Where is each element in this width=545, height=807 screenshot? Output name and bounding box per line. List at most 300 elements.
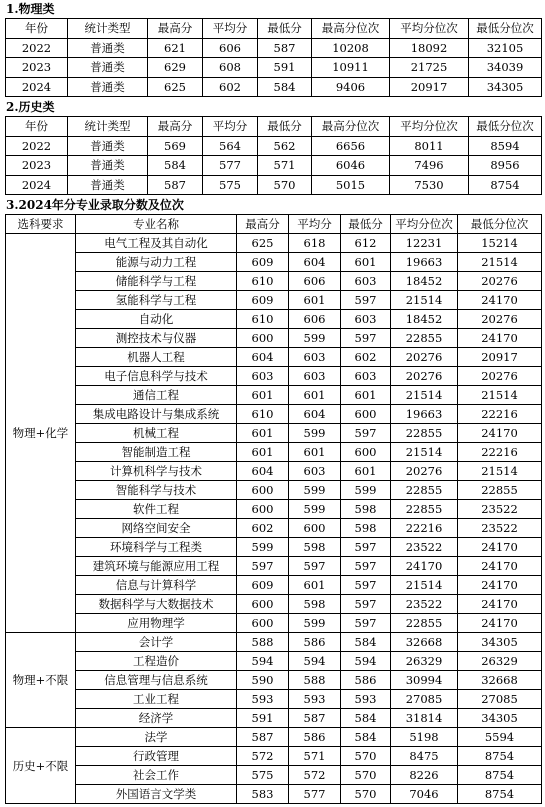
table-cell: 629 <box>148 58 203 78</box>
major-name-cell: 行政管理 <box>76 747 237 766</box>
table-cell: 599 <box>289 481 341 500</box>
table-cell: 2024 <box>6 77 68 97</box>
table-cell: 21514 <box>391 443 458 462</box>
table-cell: 21514 <box>391 291 458 310</box>
major-name-cell: 自动化 <box>76 310 237 329</box>
table-cell: 600 <box>341 405 391 424</box>
table-cell: 603 <box>289 348 341 367</box>
table-cell: 2023 <box>6 58 68 78</box>
column-header: 最低分位次 <box>458 215 542 234</box>
table-row <box>6 595 542 614</box>
column-header: 最低分 <box>258 19 312 39</box>
major-name-cell: 机器人工程 <box>76 348 237 367</box>
table-cell: 18452 <box>391 272 458 291</box>
column-header: 最高分 <box>237 215 289 234</box>
table-cell: 569 <box>148 136 203 156</box>
table-cell: 21725 <box>390 58 469 78</box>
table-cell: 562 <box>258 136 312 156</box>
table-cell: 普通类 <box>68 156 148 176</box>
table-cell: 599 <box>289 614 341 633</box>
table-cell: 601 <box>237 386 289 405</box>
table-cell: 610 <box>237 310 289 329</box>
table-cell: 600 <box>237 614 289 633</box>
table-cell: 609 <box>237 576 289 595</box>
table-cell: 22855 <box>391 424 458 443</box>
table-cell: 621 <box>148 38 203 58</box>
table-cell: 603 <box>289 462 341 481</box>
table-cell: 591 <box>258 58 312 78</box>
table-cell: 586 <box>289 633 341 652</box>
table-cell: 8475 <box>391 747 458 766</box>
table-cell: 597 <box>341 424 391 443</box>
major-name-cell: 会计学 <box>76 633 237 652</box>
physics-score-table <box>5 18 542 97</box>
table-cell: 21514 <box>458 462 542 481</box>
table-cell: 594 <box>237 652 289 671</box>
table-cell: 593 <box>341 690 391 709</box>
major-name-cell: 建筑环境与能源应用工程 <box>76 557 237 576</box>
table-cell: 8754 <box>458 747 542 766</box>
table-cell: 21514 <box>458 253 542 272</box>
table-cell: 34039 <box>469 58 542 78</box>
column-header: 年份 <box>6 19 68 39</box>
table-cell: 570 <box>341 785 391 804</box>
table-cell: 5594 <box>458 728 542 747</box>
table-cell: 618 <box>289 234 341 253</box>
physics-section-title: 1.物理类 <box>6 2 55 16</box>
table-cell: 5198 <box>391 728 458 747</box>
column-header: 平均分 <box>289 215 341 234</box>
table-cell: 577 <box>289 785 341 804</box>
table-cell: 588 <box>237 633 289 652</box>
table-cell: 2024 <box>6 175 68 195</box>
table-cell: 10208 <box>312 38 390 58</box>
column-header: 专业名称 <box>76 215 237 234</box>
table-cell: 584 <box>148 156 203 176</box>
table-cell: 603 <box>341 310 391 329</box>
table-cell: 606 <box>203 38 258 58</box>
subject-requirement-cell: 物理+化学 <box>6 234 76 633</box>
table-cell: 602 <box>237 519 289 538</box>
table-row <box>6 310 542 329</box>
subject-requirement-cell: 历史+不限 <box>6 728 76 804</box>
table-cell: 7496 <box>390 156 469 176</box>
table-cell: 575 <box>237 766 289 785</box>
table-cell: 570 <box>341 747 391 766</box>
table-cell: 22855 <box>458 481 542 500</box>
table-row <box>6 77 542 97</box>
table-cell: 6046 <box>312 156 390 176</box>
table-cell: 2022 <box>6 38 68 58</box>
table-cell: 586 <box>341 671 391 690</box>
table-row <box>6 519 542 538</box>
column-header: 选科要求 <box>6 215 76 234</box>
table-row <box>6 348 542 367</box>
table-row <box>6 671 542 690</box>
table-cell: 609 <box>237 253 289 272</box>
table-cell: 593 <box>289 690 341 709</box>
table-cell: 601 <box>237 443 289 462</box>
table-cell: 610 <box>237 272 289 291</box>
table-cell: 22216 <box>391 519 458 538</box>
table-row <box>6 633 542 652</box>
table-cell: 601 <box>289 576 341 595</box>
table-cell: 625 <box>148 77 203 97</box>
table-cell: 32668 <box>391 633 458 652</box>
table-row <box>6 367 542 386</box>
major-name-cell: 集成电路设计与集成系统 <box>76 405 237 424</box>
table-cell: 普通类 <box>68 175 148 195</box>
table-cell: 586 <box>289 728 341 747</box>
table-cell: 24170 <box>458 424 542 443</box>
table-cell: 602 <box>341 348 391 367</box>
column-header: 统计类型 <box>68 19 148 39</box>
table-cell: 597 <box>341 291 391 310</box>
column-header: 最低分 <box>341 215 391 234</box>
table-cell: 24170 <box>458 614 542 633</box>
table-row <box>6 462 542 481</box>
table-row <box>6 58 542 78</box>
major-name-cell: 储能科学与工程 <box>76 272 237 291</box>
table-cell: 588 <box>289 671 341 690</box>
table-cell: 20276 <box>458 272 542 291</box>
table-cell: 19663 <box>391 405 458 424</box>
major-name-cell: 智能科学与技术 <box>76 481 237 500</box>
table-cell: 24170 <box>391 557 458 576</box>
table-row <box>6 156 542 176</box>
major-name-cell: 测控技术与仪器 <box>76 329 237 348</box>
table-cell: 594 <box>341 652 391 671</box>
table-cell: 26329 <box>458 652 542 671</box>
major-name-cell: 通信工程 <box>76 386 237 405</box>
table-cell: 598 <box>341 519 391 538</box>
table-cell: 608 <box>203 58 258 78</box>
table-cell: 572 <box>289 766 341 785</box>
table-row <box>6 405 542 424</box>
table-cell: 606 <box>289 310 341 329</box>
column-header: 最高分位次 <box>312 117 390 137</box>
major-name-cell: 电子信息科学与技术 <box>76 367 237 386</box>
table-row <box>6 175 542 195</box>
table-cell: 2022 <box>6 136 68 156</box>
table-cell: 603 <box>341 367 391 386</box>
table-cell: 22855 <box>391 500 458 519</box>
table-cell: 601 <box>341 386 391 405</box>
table-cell: 603 <box>289 367 341 386</box>
table-cell: 20276 <box>391 367 458 386</box>
table-row <box>6 386 542 405</box>
table-cell: 600 <box>237 329 289 348</box>
column-header: 平均分位次 <box>391 215 458 234</box>
table-row <box>6 500 542 519</box>
majors-table-body <box>6 215 542 804</box>
table-cell: 8956 <box>469 156 542 176</box>
table-cell: 22216 <box>458 405 542 424</box>
table-cell: 583 <box>237 785 289 804</box>
table-cell: 23522 <box>391 538 458 557</box>
table-cell: 22216 <box>458 443 542 462</box>
major-name-cell: 工业工程 <box>76 690 237 709</box>
table-cell: 597 <box>341 595 391 614</box>
table-cell: 26329 <box>391 652 458 671</box>
table-cell: 603 <box>341 272 391 291</box>
table-cell: 584 <box>341 709 391 728</box>
table-cell: 21514 <box>391 386 458 405</box>
major-name-cell: 应用物理学 <box>76 614 237 633</box>
table-cell: 9406 <box>312 77 390 97</box>
column-header: 最低分 <box>258 117 312 137</box>
table-cell: 10911 <box>312 58 390 78</box>
table-cell: 20276 <box>391 462 458 481</box>
table-cell: 597 <box>341 614 391 633</box>
history-score-table <box>5 116 542 195</box>
table-cell: 30994 <box>391 671 458 690</box>
table-cell: 34305 <box>458 709 542 728</box>
table-cell: 590 <box>237 671 289 690</box>
table-cell: 8226 <box>391 766 458 785</box>
table-header-row <box>6 215 542 234</box>
table-cell: 23522 <box>458 500 542 519</box>
subject-requirement-cell: 物理+不限 <box>6 633 76 728</box>
table-cell: 603 <box>237 367 289 386</box>
table-cell: 599 <box>289 329 341 348</box>
history-section-title: 2.历史类 <box>6 100 55 114</box>
table-row <box>6 234 542 253</box>
major-name-cell: 信息与计算科学 <box>76 576 237 595</box>
table-cell: 18092 <box>390 38 469 58</box>
table-cell: 597 <box>341 576 391 595</box>
column-header: 最低分位次 <box>469 117 542 137</box>
major-name-cell: 环境科学与工程类 <box>76 538 237 557</box>
table-cell: 606 <box>289 272 341 291</box>
major-name-cell: 数据科学与大数据技术 <box>76 595 237 614</box>
table-cell: 601 <box>289 291 341 310</box>
table-cell: 32668 <box>458 671 542 690</box>
table-header-row <box>6 117 542 137</box>
table-cell: 564 <box>203 136 258 156</box>
major-name-cell: 电气工程及其自动化 <box>76 234 237 253</box>
table-cell: 20276 <box>458 310 542 329</box>
table-cell: 587 <box>237 728 289 747</box>
table-cell: 8754 <box>469 175 542 195</box>
table-cell: 24170 <box>458 595 542 614</box>
table-cell: 597 <box>237 557 289 576</box>
major-name-cell: 信息管理与信息系统 <box>76 671 237 690</box>
table-cell: 7046 <box>391 785 458 804</box>
table-row <box>6 291 542 310</box>
table-cell: 575 <box>203 175 258 195</box>
table-cell: 601 <box>289 443 341 462</box>
major-name-cell: 网络空间安全 <box>76 519 237 538</box>
table-row <box>6 272 542 291</box>
table-cell: 599 <box>237 538 289 557</box>
table-cell: 15214 <box>458 234 542 253</box>
table-cell: 2023 <box>6 156 68 176</box>
table-cell: 600 <box>341 443 391 462</box>
history-table-body <box>6 117 542 195</box>
table-cell: 18452 <box>391 310 458 329</box>
column-header: 最高分 <box>148 117 203 137</box>
table-cell: 584 <box>258 77 312 97</box>
table-cell: 571 <box>289 747 341 766</box>
table-cell: 600 <box>237 595 289 614</box>
table-cell: 普通类 <box>68 38 148 58</box>
table-cell: 577 <box>203 156 258 176</box>
major-name-cell: 外国语言文学类 <box>76 785 237 804</box>
table-cell: 587 <box>289 709 341 728</box>
table-cell: 591 <box>237 709 289 728</box>
table-cell: 6656 <box>312 136 390 156</box>
table-row <box>6 652 542 671</box>
table-row <box>6 614 542 633</box>
table-cell: 610 <box>237 405 289 424</box>
table-cell: 594 <box>289 652 341 671</box>
table-cell: 20276 <box>458 367 542 386</box>
table-cell: 598 <box>341 500 391 519</box>
table-cell: 普通类 <box>68 77 148 97</box>
major-name-cell: 社会工作 <box>76 766 237 785</box>
majors-section-title: 3.2024年分专业录取分数及位次 <box>6 198 184 212</box>
table-row <box>6 576 542 595</box>
table-cell: 21514 <box>458 386 542 405</box>
table-cell: 597 <box>289 557 341 576</box>
table-cell: 8754 <box>458 766 542 785</box>
table-row <box>6 785 542 804</box>
table-cell: 570 <box>341 766 391 785</box>
table-cell: 609 <box>237 291 289 310</box>
table-cell: 22855 <box>391 614 458 633</box>
table-cell: 20276 <box>391 348 458 367</box>
column-header: 最高分 <box>148 19 203 39</box>
table-cell: 570 <box>258 175 312 195</box>
table-cell: 22855 <box>391 481 458 500</box>
table-row <box>6 766 542 785</box>
major-name-cell: 法学 <box>76 728 237 747</box>
table-row <box>6 443 542 462</box>
table-cell: 12231 <box>391 234 458 253</box>
table-cell: 24170 <box>458 291 542 310</box>
table-cell: 601 <box>341 462 391 481</box>
major-name-cell: 工程造价 <box>76 652 237 671</box>
table-row <box>6 38 542 58</box>
table-cell: 587 <box>258 38 312 58</box>
table-cell: 599 <box>289 500 341 519</box>
column-header: 最高分位次 <box>312 19 390 39</box>
column-header: 平均分位次 <box>390 117 469 137</box>
table-cell: 593 <box>237 690 289 709</box>
table-cell: 584 <box>341 728 391 747</box>
table-cell: 598 <box>289 538 341 557</box>
table-cell: 19663 <box>391 253 458 272</box>
table-cell: 597 <box>341 538 391 557</box>
table-cell: 21514 <box>391 576 458 595</box>
table-cell: 普通类 <box>68 136 148 156</box>
table-cell: 600 <box>289 519 341 538</box>
table-row <box>6 690 542 709</box>
table-cell: 601 <box>289 386 341 405</box>
table-cell: 8754 <box>458 785 542 804</box>
table-cell: 604 <box>289 253 341 272</box>
column-header: 最低分位次 <box>469 19 542 39</box>
table-cell: 7530 <box>390 175 469 195</box>
table-cell: 24170 <box>458 576 542 595</box>
major-name-cell: 智能制造工程 <box>76 443 237 462</box>
table-cell: 8594 <box>469 136 542 156</box>
table-cell: 34305 <box>469 77 542 97</box>
table-cell: 31814 <box>391 709 458 728</box>
physics-table-body <box>6 19 542 97</box>
table-cell: 587 <box>148 175 203 195</box>
table-cell: 20917 <box>458 348 542 367</box>
table-cell: 34305 <box>458 633 542 652</box>
table-cell: 23522 <box>458 519 542 538</box>
table-cell: 572 <box>237 747 289 766</box>
major-name-cell: 机械工程 <box>76 424 237 443</box>
table-cell: 602 <box>203 77 258 97</box>
table-cell: 597 <box>341 329 391 348</box>
column-header: 平均分 <box>203 19 258 39</box>
table-cell: 604 <box>289 405 341 424</box>
table-row <box>6 557 542 576</box>
table-cell: 601 <box>237 424 289 443</box>
majors-score-table <box>5 214 542 804</box>
table-cell: 625 <box>237 234 289 253</box>
table-cell: 20917 <box>390 77 469 97</box>
table-row <box>6 728 542 747</box>
table-cell: 22855 <box>391 329 458 348</box>
table-row <box>6 709 542 728</box>
major-name-cell: 经济学 <box>76 709 237 728</box>
table-row <box>6 253 542 272</box>
table-cell: 23522 <box>391 595 458 614</box>
table-cell: 604 <box>237 462 289 481</box>
table-cell: 612 <box>341 234 391 253</box>
table-cell: 571 <box>258 156 312 176</box>
table-cell: 597 <box>341 557 391 576</box>
table-cell: 604 <box>237 348 289 367</box>
table-cell: 598 <box>289 595 341 614</box>
table-cell: 601 <box>341 253 391 272</box>
table-row <box>6 329 542 348</box>
table-cell: 600 <box>237 500 289 519</box>
table-row <box>6 136 542 156</box>
table-cell: 24170 <box>458 538 542 557</box>
table-cell: 5015 <box>312 175 390 195</box>
table-cell: 24170 <box>458 329 542 348</box>
column-header: 平均分位次 <box>390 19 469 39</box>
table-cell: 8011 <box>390 136 469 156</box>
table-cell: 32105 <box>469 38 542 58</box>
major-name-cell: 氢能科学与工程 <box>76 291 237 310</box>
table-cell: 24170 <box>458 557 542 576</box>
column-header: 年份 <box>6 117 68 137</box>
major-name-cell: 计算机科学与技术 <box>76 462 237 481</box>
major-name-cell: 能源与动力工程 <box>76 253 237 272</box>
table-cell: 27085 <box>458 690 542 709</box>
table-row <box>6 747 542 766</box>
table-cell: 普通类 <box>68 58 148 78</box>
major-name-cell: 软件工程 <box>76 500 237 519</box>
table-row <box>6 481 542 500</box>
table-cell: 599 <box>341 481 391 500</box>
table-cell: 27085 <box>391 690 458 709</box>
table-header-row <box>6 19 542 39</box>
column-header: 平均分 <box>203 117 258 137</box>
table-cell: 600 <box>237 481 289 500</box>
table-cell: 584 <box>341 633 391 652</box>
table-row <box>6 538 542 557</box>
table-cell: 599 <box>289 424 341 443</box>
